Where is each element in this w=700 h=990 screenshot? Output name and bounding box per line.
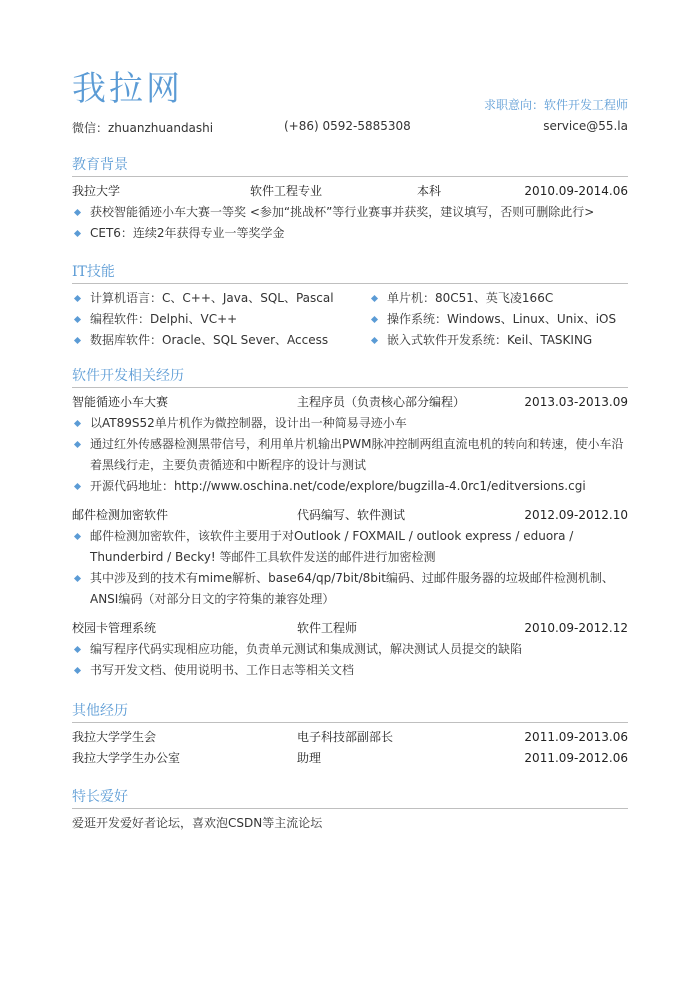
- section-title-hobbies: 特长爱好: [72, 786, 628, 809]
- list-item: 编程软件：Delphi、VC++: [72, 309, 369, 330]
- list-item: 单片机：80C51、英飞凌166C: [369, 288, 628, 309]
- list-item: 书写开发文档、使用说明书、工作日志等相关文档: [72, 660, 628, 681]
- hobbies-section: [72, 786, 628, 834]
- bullet-diamond-icon: [74, 316, 81, 323]
- bullet-diamond-icon: [371, 337, 378, 344]
- org-role: 电子科技部副部长: [297, 730, 394, 744]
- hobbies-text: 爱逛开发爱好者论坛，喜欢泡CSDN等主流论坛: [72, 816, 323, 830]
- bullet-diamond-icon: [74, 337, 81, 344]
- bullet-diamond-icon: [74, 295, 81, 302]
- list-item: 开源代码地址：http://www.oschina.net/code/explore/bugzilla-4.0rc1/editversions.cgi: [72, 476, 628, 497]
- school-name: 我拉大学: [72, 184, 121, 198]
- org-period: 2011.09-2013.06: [524, 730, 628, 744]
- list-item: 获校智能循迹小车大赛一等奖 <参加“挑战杯”等行业赛事并获奖，建议填写，否则可删除此行>: [72, 202, 628, 223]
- project-row: [72, 618, 628, 639]
- job-intent: 求职意向：软件开发工程师: [483, 98, 628, 112]
- skills-right-column: [369, 288, 628, 351]
- list-item: 邮件检测加密软件，该软件主要用于对Outlook / FOXMAIL / outlook express / eduora / Thunderbird / Becky! 等邮件工具软件发送的邮件进行加密检测: [72, 526, 628, 568]
- bullet-diamond-icon: [74, 575, 81, 582]
- project-name: 邮件检测加密软件: [72, 508, 169, 522]
- section-title-education: 教育背景: [72, 154, 628, 177]
- list-item: 通过红外传感器检测黑带信号，利用单片机输出PWM脉冲控制两组直流电机的转向和转速，使小车沿着黑线行走，主要负责循迹和中断程序的设计与测试: [72, 434, 628, 476]
- org-period: 2011.09-2012.06: [524, 751, 628, 765]
- wechat-text: 微信：zhuanzhuandashi: [72, 121, 214, 135]
- project-role: 主程序员（负责核心部分编程）: [297, 395, 466, 409]
- list-item: 其中涉及到的技术有mime解析、base64/qp/7bit/8bit编码、过邮件服务器的垃圾邮件检测机制、ANSI编码（对部分日文的字符集的兼容处理）: [72, 568, 628, 610]
- education-row: [72, 181, 628, 202]
- org-name: 我拉大学学生办公室: [72, 751, 181, 765]
- list-item: 嵌入式软件开发系统：Keil、TASKING: [369, 330, 628, 351]
- project-period: 2012.09-2012.10: [524, 508, 628, 522]
- project-name: 智能循迹小车大赛: [72, 395, 169, 409]
- bullet-diamond-icon: [74, 230, 81, 237]
- list-item: 编写程序代码实现相应功能，负责单元测试和集成测试，解决测试人员提交的缺陷: [72, 639, 628, 660]
- bullet-diamond-icon: [74, 420, 81, 427]
- section-title-experience: 软件开发相关经历: [72, 365, 628, 388]
- education-period: 2010.09-2014.06: [524, 184, 628, 198]
- email-text: service@55.la: [543, 119, 628, 133]
- section-title-other: 其他经历: [72, 700, 628, 723]
- list-item: CET6：连续2年获得专业一等奖学金: [72, 223, 628, 244]
- project-period: 2010.09-2012.12: [524, 621, 628, 635]
- list-item: 以AT89S52单片机作为微控制器，设计出一种简易寻迹小车: [72, 413, 628, 434]
- other-row: [72, 748, 628, 769]
- contact-row: [72, 119, 628, 135]
- bullet-diamond-icon: [74, 483, 81, 490]
- project-row: [72, 505, 628, 526]
- bullet-diamond-icon: [371, 295, 378, 302]
- org-role: 助理: [297, 751, 322, 765]
- list-item: 计算机语言：C、C++、Java、SQL、Pascal: [72, 288, 369, 309]
- phone-text: (+86) 0592-5885308: [284, 119, 411, 133]
- education-section: [72, 154, 628, 244]
- skills-left-column: [72, 288, 369, 351]
- bullet-diamond-icon: [74, 209, 81, 216]
- bullet-diamond-icon: [74, 441, 81, 448]
- project-name: 校园卡管理系统: [72, 621, 157, 635]
- major: 软件工程专业: [250, 184, 323, 198]
- bullet-diamond-icon: [74, 667, 81, 674]
- other-section: [72, 700, 628, 769]
- list-item: 数据库软件：Oracle、SQL Sever、Access: [72, 330, 369, 351]
- project-period: 2013.03-2013.09: [524, 395, 628, 409]
- other-row: [72, 727, 628, 748]
- bullet-diamond-icon: [371, 316, 378, 323]
- bullet-diamond-icon: [74, 646, 81, 653]
- section-title-skills: IT技能: [72, 261, 628, 284]
- experience-section: [72, 365, 628, 681]
- bullet-diamond-icon: [74, 533, 81, 540]
- org-name: 我拉大学学生会: [72, 730, 157, 744]
- project-role: 软件工程师: [297, 621, 358, 635]
- project-role: 代码编写、软件测试: [297, 508, 406, 522]
- list-item: 操作系统：Windows、Linux、Unix、iOS: [369, 309, 628, 330]
- project-row: [72, 392, 628, 413]
- skills-section: [72, 261, 628, 351]
- degree: 本科: [417, 184, 442, 198]
- candidate-name: 我拉网: [72, 69, 183, 109]
